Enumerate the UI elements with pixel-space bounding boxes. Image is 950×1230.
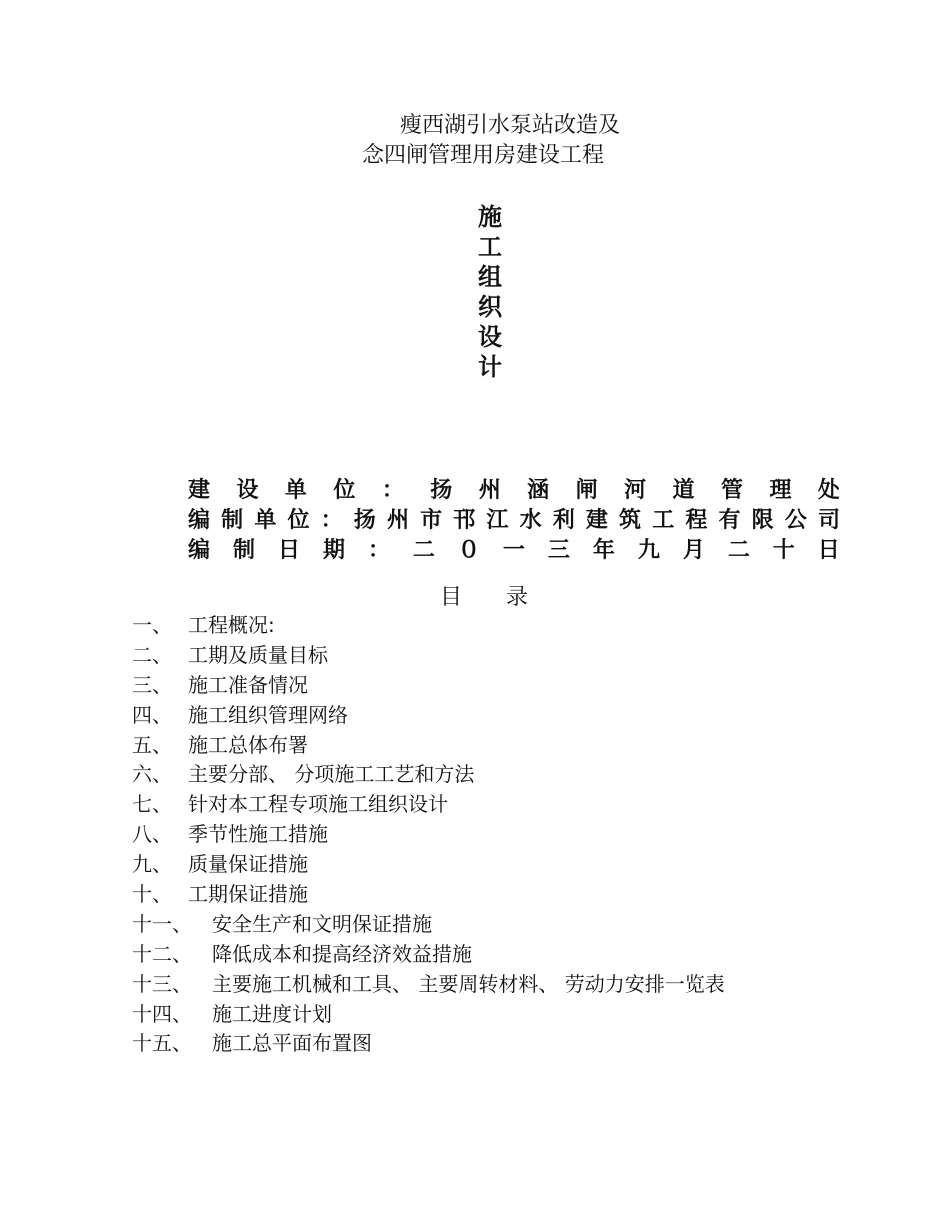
toc-item	[132, 731, 725, 761]
toc-item-title: 施工准备情况	[188, 672, 308, 697]
compiling-date-char: 一	[502, 537, 525, 563]
toc-item	[132, 970, 725, 1000]
toc-item	[132, 790, 725, 820]
vertical-title-char: 工	[478, 233, 502, 261]
toc-item	[132, 611, 725, 641]
toc-item	[132, 1029, 725, 1059]
compiling-date-char: 九	[637, 537, 660, 563]
project-title-line-1: 瘦西湖引水泵站改造及	[400, 113, 621, 138]
toc-item-number: 八、	[132, 822, 172, 847]
toc-item-title: 质量保证措施	[188, 852, 308, 877]
construction-unit-char: 单	[284, 477, 307, 503]
toc-heading-char: 录	[506, 585, 529, 610]
toc-item	[132, 820, 725, 850]
toc-item	[132, 910, 725, 940]
construction-unit-char: ：	[381, 477, 404, 503]
toc-item-number: 十五、	[132, 1031, 192, 1056]
toc-item-title: 工期保证措施	[188, 882, 308, 907]
compiling-date-row	[188, 534, 840, 562]
construction-unit-char: 理	[769, 477, 792, 503]
toc-item-number: 十四、	[132, 1001, 192, 1026]
toc-item-number: 十、	[132, 882, 172, 907]
construction-unit-char: 闸	[575, 477, 598, 503]
toc-item	[132, 671, 725, 701]
toc-item-number: 十三、	[132, 971, 192, 996]
compiling-date-char: ０	[457, 537, 480, 563]
toc-item-title: 施工进度计划	[212, 1001, 332, 1026]
toc-item	[132, 940, 725, 970]
toc-item-number: 五、	[132, 732, 172, 757]
toc-item-title: 施工组织管理网络	[188, 702, 348, 727]
project-title-line-2: 念四闸管理用房建设工程	[362, 143, 605, 168]
compiling-date-char: 期	[322, 537, 345, 563]
vertical-title-char: 组	[478, 263, 502, 291]
compiling-date-char: 二	[727, 537, 750, 563]
toc-item	[132, 850, 725, 880]
compiling-unit-char: 水	[519, 507, 542, 533]
toc-item-title: 工程概况:	[188, 613, 275, 637]
toc-item-number: 六、	[132, 762, 172, 787]
toc-item	[132, 760, 725, 790]
compiling-unit-char: 限	[751, 507, 774, 533]
compiling-date-char: 日	[277, 537, 300, 563]
compiling-date-char: 年	[592, 537, 615, 563]
construction-unit-char: 位	[333, 477, 356, 503]
vertical-title-char: 织	[478, 293, 502, 321]
vertical-title-char: 计	[478, 353, 502, 381]
toc-item	[132, 641, 725, 671]
toc-item-number: 十一、	[132, 911, 192, 936]
toc-heading	[440, 580, 528, 611]
compiling-unit-row	[188, 504, 840, 532]
toc-item	[132, 1000, 725, 1030]
construction-unit-char: 处	[817, 477, 840, 503]
vertical-title-char: 设	[478, 323, 502, 351]
compiling-unit-char: 制	[221, 507, 244, 533]
construction-unit-char: 河	[624, 477, 647, 503]
vertical-document-title	[470, 202, 510, 382]
construction-unit-char: 建	[188, 477, 211, 503]
compiling-unit-char: 单	[254, 507, 277, 533]
compiling-unit-char: 邗	[453, 507, 476, 533]
compiling-date-char: 日	[817, 537, 840, 563]
toc-item-number: 十二、	[132, 941, 192, 966]
toc-item-title: 施工总体布署	[188, 732, 308, 757]
toc-item	[132, 880, 725, 910]
compiling-unit-char: 筑	[619, 507, 642, 533]
toc-item-number: 九、	[132, 852, 172, 877]
compiling-unit-char: 扬	[353, 507, 376, 533]
compiling-unit-char: 有	[718, 507, 741, 533]
toc-item-number: 二、	[132, 642, 172, 667]
toc-item-title: 季节性施工措施	[188, 822, 328, 847]
compiling-date-char: 月	[682, 537, 705, 563]
compiling-date-char: 二	[412, 537, 435, 563]
toc-item-number: 七、	[132, 792, 172, 817]
compiling-unit-char: 程	[685, 507, 708, 533]
compiling-date-char: 三	[547, 537, 570, 563]
compiling-unit-char: 工	[652, 507, 675, 533]
compiling-unit-char: 公	[784, 507, 807, 533]
toc-item-title: 安全生产和文明保证措施	[212, 911, 432, 936]
toc-item-title: 施工总平面布置图	[212, 1031, 372, 1056]
construction-unit-char: 设	[236, 477, 259, 503]
construction-unit-char: 扬	[430, 477, 453, 503]
compiling-unit-char: ：	[320, 507, 343, 533]
construction-unit-row	[188, 474, 840, 502]
compiling-unit-char: 位	[287, 507, 310, 533]
construction-unit-char: 道	[672, 477, 695, 503]
vertical-title-char: 施	[478, 203, 502, 231]
toc-item-title: 主要施工机械和工具、 主要周转材料、 劳动力安排一览表	[212, 971, 725, 996]
toc-item-title: 降低成本和提高经济效益措施	[212, 941, 472, 966]
compiling-date-char: ：	[367, 537, 390, 563]
table-of-contents	[132, 611, 725, 1059]
construction-unit-char: 涵	[527, 477, 550, 503]
toc-item-title: 主要分部、 分项施工工艺和方法	[188, 762, 475, 787]
construction-unit-char: 州	[478, 477, 501, 503]
toc-item-number: 四、	[132, 702, 172, 727]
construction-unit-char: 管	[720, 477, 743, 503]
compiling-unit-char: 建	[585, 507, 608, 533]
toc-item-number: 三、	[132, 672, 172, 697]
compiling-unit-char: 市	[420, 507, 443, 533]
toc-item-title: 针对本工程专项施工组织设计	[188, 792, 448, 817]
compiling-unit-char: 江	[486, 507, 509, 533]
toc-item-title: 工期及质量目标	[188, 642, 328, 667]
compiling-unit-char: 州	[386, 507, 409, 533]
compiling-date-char: 制	[232, 537, 255, 563]
compiling-unit-char: 编	[188, 507, 211, 533]
compiling-unit-char: 司	[817, 507, 840, 533]
compiling-date-char: 编	[188, 537, 211, 563]
compiling-unit-char: 利	[552, 507, 575, 533]
toc-heading-char: 目	[440, 585, 463, 610]
toc-item	[132, 701, 725, 731]
compiling-date-char: 十	[772, 537, 795, 563]
toc-item-number: 一、	[132, 613, 172, 637]
